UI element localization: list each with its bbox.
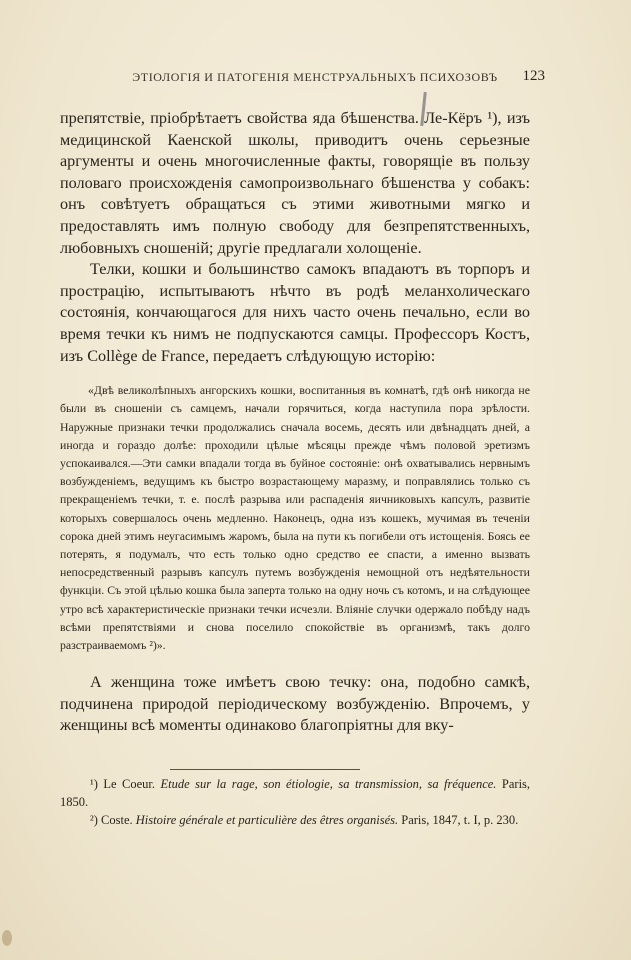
page-stain (2, 930, 12, 946)
paragraph-3: А женщина тоже имѣетъ свою течку: она, подобно самкѣ, подчинена природой періодическому возбужденію. Впрочемъ, у женщины всѣ моменты одинаково благопріятны для вку- (60, 673, 530, 735)
footnote-2-tail: Paris, 1847, t. I, p. 230. (401, 813, 519, 827)
running-title: ЭТІОЛОГІЯ И ПАТОГЕНІЯ МЕНСТРУАЛЬНЫХЪ ПСИХОЗОВЪ (132, 70, 498, 84)
footnote-1-tail: Paris, 1850. (60, 777, 531, 809)
footnote-1-mark: ¹) (90, 777, 98, 791)
footnote-1-title: Etude sur la rage, son étiologie, sa transmission, sa fréquence. (160, 777, 497, 791)
footnote-2-author: Coste. (101, 813, 133, 827)
main-text (60, 108, 530, 737)
page-number: 123 (522, 68, 545, 84)
footnote-1 (60, 775, 530, 811)
block-quote: «Двѣ великолѣпныхъ ангорскихъ кошки, воспитанныя въ комнатѣ, гдѣ онѣ никогда не были въ сношеніи съ самцемъ, начали горячиться, когда наступила пора зрѣлости. Наружные признаки течки продолжались сначала восемь, десять или двѣнадцать дней, а иногда и гораздо долѣе: проходили цѣлые мѣсяцы прежде чѣмъ половой эретизмъ успокаивался.—Эти самки впадали тогда въ буйное состояніе: онѣ охватывались нервнымъ возбужденіемъ, ведущимъ къ быстро возрастающему маразму, и поправлялись только съ прекращеніемъ течки, т. е. послѣ разрыва или распаденія яичниковыхъ капсулъ, развитіе которыхъ совершалось очень медленно. Наконецъ, одна изъ кошекъ, мучимая въ теченіи сорока дней этимъ неугасимымъ жаромъ, была на пути къ погибели отъ истощенія. Боясь ее потерять, я подумалъ, что есть только одно средство ее спасти, а именно вызвать непосредственный разрывъ капсулъ путемъ возбужденія немощной отъ недѣятельности функціи. Съ этой цѣлью кошка была заперта только на одну ночь съ котомъ, и на слѣдующее утро всѣ характеристическіе признаки течки исчезли. Вліяніе случки одержало побѣду надъ всѣми препятствіями и снова поселило спокойствіе въ организмѣ, такъ долго разстраиваемомъ ²)». (60, 383, 530, 652)
footnote-1-author: Le Coeur. (103, 777, 156, 791)
footnote-2-title: Histoire générale et particulière des êtres organisés. (135, 813, 399, 827)
footnote-2-mark: ²) (90, 813, 98, 827)
footnotes (60, 775, 530, 829)
footnote-rule (170, 769, 360, 770)
paragraph-2: Телки, кошки и большинство самокъ впадаютъ въ торпоръ и прострацію, испытываютъ нѣчто въ родѣ меланхолическаго состоянія, кончающагося для нихъ часто очень печально, если во время течки къ нимъ не подпускаются самцы. Профессоръ Костъ, изъ Collège de France, передаетъ слѣдующую исторію: (60, 260, 530, 365)
footnote-2 (60, 811, 530, 829)
paragraph-1: препятствіе, пріобрѣтаетъ свойства яда бѣшенства. Ле-Кёръ ¹), изъ медицинской Каенской школы, приводитъ очень серьезные аргументы и очень многочисленные факты, говорящіе въ пользу половаго происхожденія самопроизвольнаго бѣшенства у собакъ: онъ совѣтуетъ обращаться съ этими животными мягко и предоставлять имъ полную свободу для безпрепятственныхъ, любовныхъ сношеній; другіе предлагали холощеніе. (60, 109, 530, 257)
